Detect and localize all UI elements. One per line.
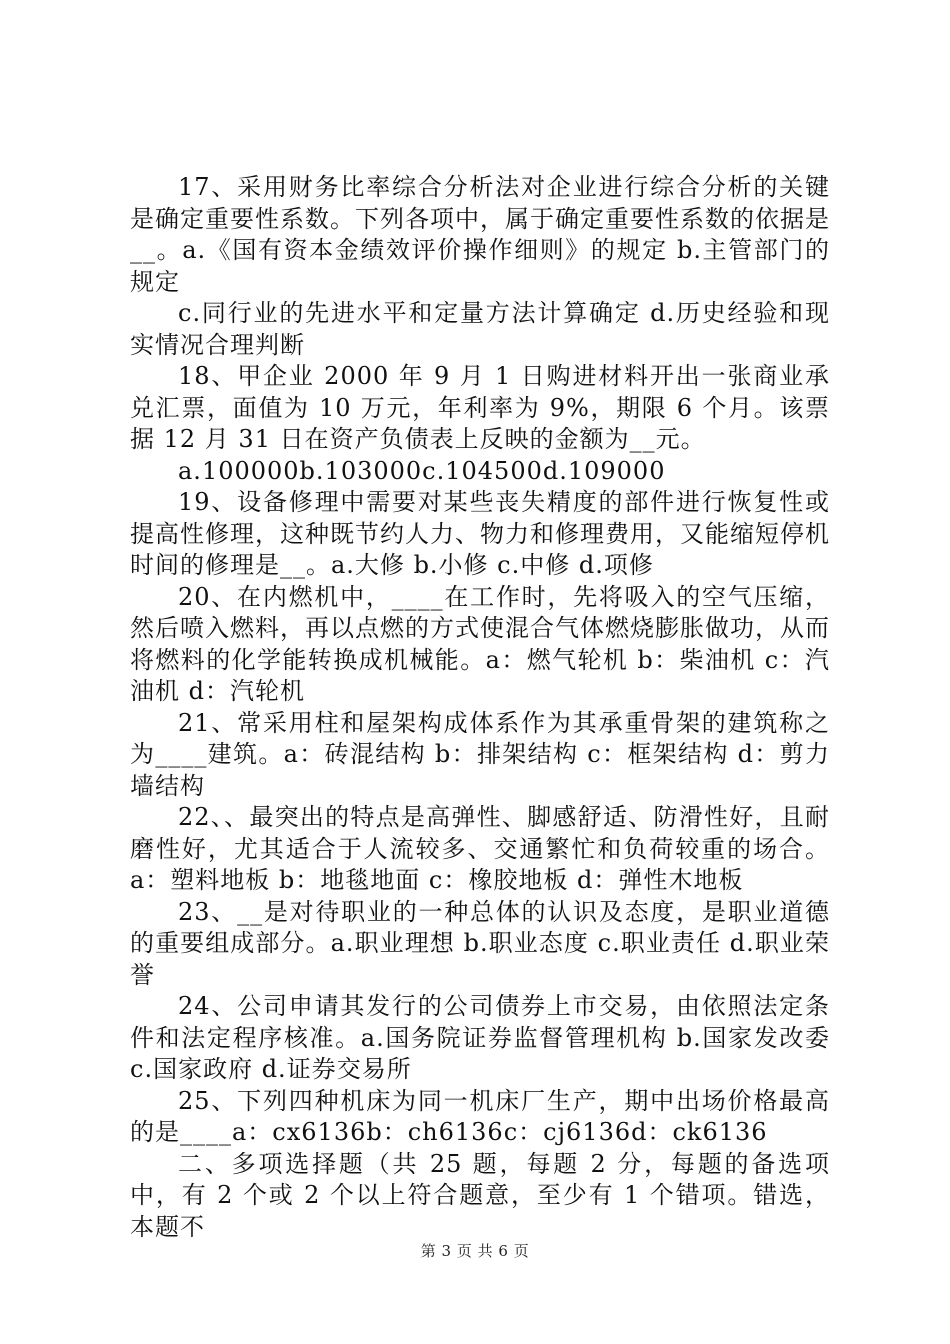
section-heading-multiple-choice: 二、多项选择题（共 25 题，每题 2 分，每题的备选项中，有 2 个或 2 个以上符合题意，至少有 1 个错项。错选，本题不	[130, 1149, 830, 1241]
question-25: 25、下列四种机床为同一机床厂生产，期中出场价格最高的是____a：cx6136b：ch6136c：cj6136d：ck6136	[130, 1086, 830, 1146]
question-23: 23、__是对待职业的一种总体的认识及态度，是职业道德的重要组成部分。a.职业理想 b.职业态度 c.职业责任 d.职业荣誉	[130, 897, 830, 989]
page-footer: 第 3 页 共 6 页	[420, 1242, 530, 1260]
question-20: 20、在内燃机中，____在工作时，先将吸入的空气压缩，然后喷入燃料，再以点燃的方式使混合气体燃烧膨胀做功，从而将燃料的化学能转换成机械能。a：燃气轮机 b：柴油机 c：汽油机 d：汽轮机	[130, 582, 830, 705]
question-19: 19、设备修理中需要对某些丧失精度的部件进行恢复性或提高性修理，这种既节约人力、物力和修理费用，又能缩短停机时间的修理是__。a.大修 b.小修 c.中修 d.项修	[130, 488, 830, 579]
document-body	[130, 172, 830, 1243]
question-17: 17、采用财务比率综合分析法对企业进行综合分析的关键是确定重要性系数。下列各项中，属于确定重要性系数的依据是__。a.《国有资本金绩效评价操作细则》的规定 b.主管部门的规定	[130, 173, 830, 296]
question-17-options-cont: c.同行业的先进水平和定量方法计算确定 d.历史经验和现实情况合理判断	[130, 299, 830, 359]
question-24: 24、公司申请其发行的公司债券上市交易，由依照法定条件和法定程序核准。a.国务院证券监督管理机构 b.国家发改委 c.国家政府 d.证券交易所	[130, 992, 830, 1083]
question-21: 21、常采用柱和屋架构成体系作为其承重骨架的建筑称之为____建筑。a：砖混结构 b：排架结构 c：框架结构 d：剪力墙结构	[130, 708, 830, 800]
question-22: 22、、最突出的特点是高弹性、脚感舒适、防滑性好，且耐磨性好，尤其适合于人流较多、交通繁忙和负荷较重的场合。a：塑料地板 b：地毯地面 c：橡胶地板 d：弹性木地板	[130, 803, 830, 894]
question-18: 18、甲企业 2000 年 9 月 1 日购进材料开出一张商业承兑汇票，面值为 10 万元，年利率为 9%，期限 6 个月。该票据 12 月 31 日在资产负债表上反映的金额为__元。	[130, 362, 830, 453]
question-18-options: a.100000b.103000c.104500d.109000	[178, 456, 666, 485]
